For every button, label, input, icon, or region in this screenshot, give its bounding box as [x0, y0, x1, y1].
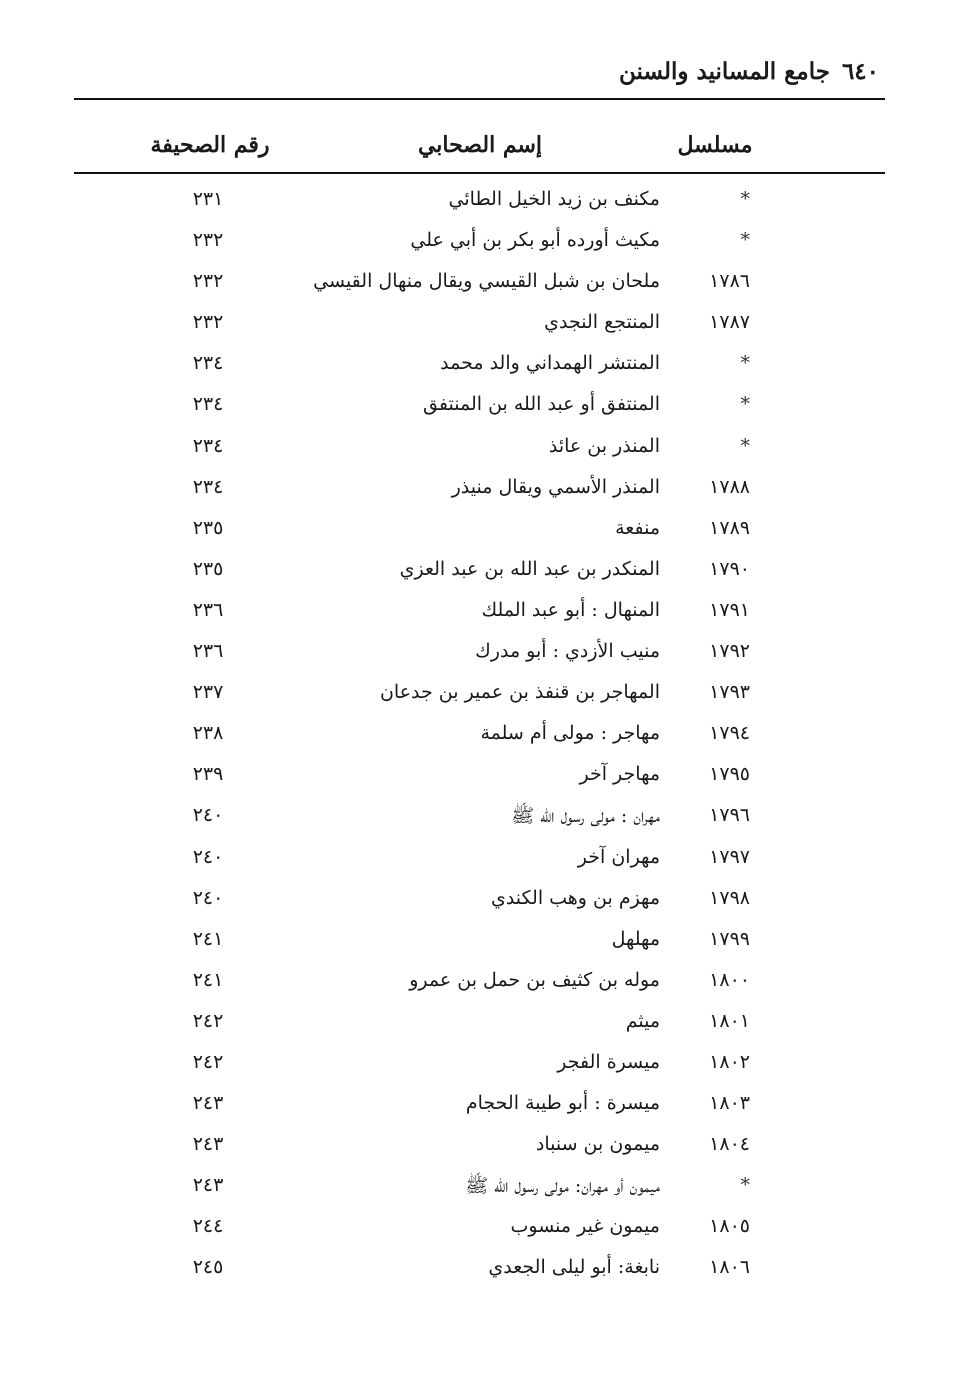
companion-name: ميثم: [625, 1009, 660, 1032]
serial-number: ١٨٠٣: [709, 1092, 750, 1115]
book-title: جامع المسانيد والسنن: [619, 58, 830, 85]
table-row: [0, 262, 976, 303]
table-row: [0, 796, 976, 837]
companion-name: المنتفق أو عبد الله بن المنتفق: [423, 393, 660, 416]
page-reference: ٢٣٢: [192, 270, 224, 293]
table-header-rule: [74, 172, 885, 174]
page-reference: ٢٤٢: [192, 1050, 224, 1073]
companion-name: موله بن كثيف بن حمل بن عمرو: [409, 968, 660, 991]
table-row: [0, 1207, 976, 1248]
companion-name: مهران آخر: [577, 845, 660, 868]
serial-number: ١٧٨٧: [709, 311, 750, 334]
table-row: [0, 303, 976, 344]
serial-number: *: [740, 188, 750, 210]
page-reference: ٢٤١: [192, 968, 224, 991]
table-row: [0, 1084, 976, 1125]
page-reference: ٢٣٦: [192, 640, 224, 663]
page-reference: ٢٤٠: [192, 845, 224, 868]
page-reference: ٢٤٠: [192, 804, 224, 827]
companion-name: المنكدر بن عبد الله بن عبد العزي: [399, 557, 660, 580]
table-row: [0, 673, 976, 714]
table-row: [0, 838, 976, 879]
page-reference: ٢٣٥: [192, 516, 224, 539]
companion-name: المنتشر الهمداني والد محمد: [440, 352, 660, 375]
serial-number: ١٨٠٢: [709, 1050, 750, 1073]
companion-name: مكنف بن زيد الخيل الطائي: [448, 188, 660, 210]
table-row: [0, 1166, 976, 1207]
serial-number: ١٨٠١: [709, 1009, 750, 1032]
page-reference: ٢٤٥: [192, 1256, 224, 1279]
serial-number: ١٧٩٠: [709, 557, 750, 580]
page-reference: ٢٣٤: [192, 475, 224, 498]
table-row: [0, 468, 976, 509]
serial-number: ١٧٨٦: [709, 270, 750, 293]
page-number: ٦٤٠: [841, 58, 879, 85]
table-row: [0, 632, 976, 673]
serial-number: ١٧٩٤: [709, 722, 750, 745]
companion-name: المنتجع النجدي: [544, 311, 660, 334]
companion-name: مهران : مولى رسول الله ﷺ: [511, 805, 660, 828]
companion-name: نابغة: أبو ليلى الجعدي: [488, 1256, 660, 1279]
serial-number: ١٧٩٧: [709, 845, 750, 868]
table-row: [0, 385, 976, 426]
column-header-page: رقم الصحيفة: [150, 132, 270, 158]
serial-number: ١٧٩٥: [709, 763, 750, 786]
page-reference: ٢٣٤: [192, 434, 224, 457]
running-header: [619, 58, 879, 85]
page-reference: ٢٣٨: [192, 722, 224, 745]
serial-number: ١٧٩١: [709, 598, 750, 621]
companion-name: مهاجر آخر: [579, 763, 660, 786]
page-reference: ٢٤٢: [192, 1009, 224, 1032]
serial-number: *: [740, 229, 750, 252]
table-row: [0, 1125, 976, 1166]
page-reference: ٢٤٤: [192, 1215, 224, 1238]
companion-name: المنذر الأسمي ويقال منيذر: [451, 475, 660, 498]
table-row: [0, 714, 976, 755]
page-reference: ٢٣٧: [192, 681, 224, 704]
companion-name: ميسرة : أبو طيبة الحجام: [465, 1092, 660, 1115]
companion-name: مهزم بن وهب الكندي: [490, 886, 660, 909]
page-reference: ٢٣٢: [192, 311, 224, 334]
serial-number: ١٧٩٦: [709, 804, 750, 827]
companion-name: مهلهل: [611, 927, 660, 950]
page-reference: ٢٤٣: [192, 1133, 224, 1156]
companion-name: منفعة: [615, 516, 660, 539]
serial-number: ١٧٩٩: [709, 927, 750, 950]
companion-name: منيب الأزدي : أبو مدرك: [475, 640, 660, 663]
table-row: [0, 1248, 976, 1289]
serial-number: ١٧٩٨: [709, 886, 750, 909]
companion-name: المنذر بن عائذ: [548, 434, 660, 457]
serial-number: ١٧٩٣: [709, 681, 750, 704]
table-row: [0, 221, 976, 262]
table-row: [0, 879, 976, 920]
companion-name: مهاجر : مولى أم سلمة: [480, 722, 660, 745]
page-reference: ٢٤٣: [192, 1092, 224, 1115]
table-row: [0, 344, 976, 385]
serial-number: ١٨٠٦: [709, 1256, 750, 1279]
page-reference: ٢٤٣: [192, 1174, 224, 1197]
companion-name: المنهال : أبو عبد الملك: [481, 598, 660, 621]
companion-name: ملحان بن شبل القيسي ويقال منهال القيسي: [313, 270, 660, 293]
companion-name: مكيث أورده أبو بكر بن أبي علي: [410, 229, 660, 252]
serial-number: ١٨٠٥: [709, 1215, 750, 1238]
table-row: [0, 920, 976, 961]
column-header-name: إسم الصحابي: [417, 132, 543, 158]
table-row: [0, 961, 976, 1002]
serial-number: *: [740, 352, 750, 375]
page-reference: ٢٣٦: [192, 598, 224, 621]
page-reference: ٢٣٤: [192, 352, 224, 375]
table-row: [0, 1002, 976, 1043]
header-rule: [74, 98, 885, 100]
companion-name: ميمون أو مهران: مولى رسول الله ﷺ: [465, 1175, 660, 1198]
serial-number: *: [740, 1174, 750, 1197]
serial-number: *: [740, 393, 750, 416]
table-row: [0, 1043, 976, 1084]
table-row: [0, 427, 976, 468]
companion-name: ميمون بن سنباد: [535, 1133, 660, 1156]
serial-number: ١٧٨٨: [709, 475, 750, 498]
index-table: [0, 180, 976, 1290]
column-header-serial: مسلسل: [677, 132, 753, 158]
companion-name: ميسرة الفجر: [557, 1050, 660, 1073]
table-row: [0, 755, 976, 796]
serial-number: ١٧٩٢: [709, 640, 750, 663]
page-reference: ٢٤٠: [192, 886, 224, 909]
page-reference: ٢٣١: [192, 188, 224, 210]
serial-number: *: [740, 434, 750, 457]
table-row: [0, 180, 976, 221]
page-reference: ٢٣٢: [192, 229, 224, 252]
serial-number: ١٨٠٠: [709, 968, 750, 991]
page-reference: ٢٣٩: [192, 763, 224, 786]
page-reference: ٢٣٥: [192, 557, 224, 580]
table-row: [0, 550, 976, 591]
page-reference: ٢٣٤: [192, 393, 224, 416]
table-row: [0, 509, 976, 550]
serial-number: ١٧٨٩: [709, 516, 750, 539]
companion-name: المهاجر بن قنفذ بن عمير بن جدعان: [379, 681, 660, 704]
companion-name: ميمون غير منسوب: [510, 1215, 660, 1238]
table-row: [0, 591, 976, 632]
page-reference: ٢٤١: [192, 927, 224, 950]
serial-number: ١٨٠٤: [709, 1133, 750, 1156]
